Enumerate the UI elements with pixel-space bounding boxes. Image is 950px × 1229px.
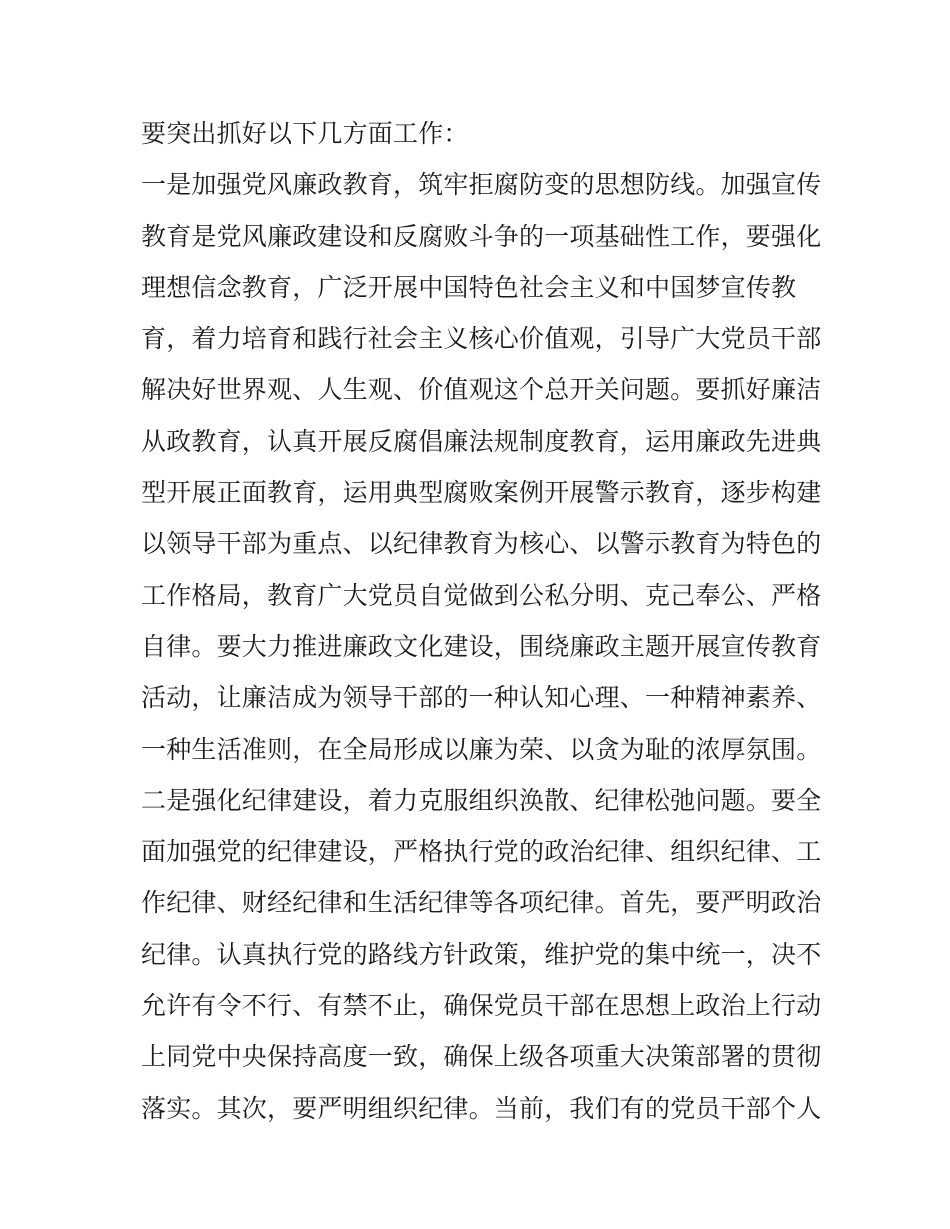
text-line: 从政教育，认真开展反腐倡廉法规制度教育，运用廉政先进典 <box>141 426 822 456</box>
text-line: 解决好世界观、人生观、价值观这个总开关问题。要抓好廉洁 <box>141 375 822 405</box>
text-line: 一是加强党风廉政教育，筑牢拒腐防变的思想防线。加强宣传 <box>141 170 822 200</box>
text-line: 型开展正面教育，运用典型腐败案例开展警示教育，逐步构建 <box>141 478 822 508</box>
text-line: 上同党中央保持高度一致，确保上级各项重大决策部署的贯彻 <box>141 1042 822 1072</box>
text-line: 工作格局，教育广大党员自觉做到公私分明、克己奉公、严格 <box>141 580 822 610</box>
text-line: 落实。其次，要严明组织纪律。当前，我们有的党员干部个人 <box>141 1093 822 1123</box>
text-line: 育，着力培育和践行社会主义核心价值观，引导广大党员干部 <box>141 324 822 354</box>
text-line: 面加强党的纪律建设，严格执行党的政治纪律、组织纪律、工 <box>141 837 822 867</box>
text-line: 作纪律、财经纪律和生活纪律等各项纪律。首先，要严明政治 <box>141 888 822 918</box>
body-text <box>141 108 821 1134</box>
text-line: 以领导干部为重点、以纪律教育为核心、以警示教育为特色的 <box>141 529 822 559</box>
text-line: 一种生活准则，在全局形成以廉为荣、以贪为耻的浓厚氛围。 <box>141 734 822 764</box>
text-line: 允许有令不行、有禁不止，确保党员干部在思想上政治上行动 <box>141 991 822 1021</box>
text-line: 活动，让廉洁成为领导干部的一种认知心理、一种精神素养、 <box>141 683 822 713</box>
text-line: 要突出抓好以下几方面工作： <box>141 119 469 148</box>
text-line: 教育是党风廉政建设和反腐败斗争的一项基础性工作，要强化 <box>141 221 822 251</box>
text-line: 理想信念教育，广泛开展中国特色社会主义和中国梦宣传教 <box>141 272 797 302</box>
text-line: 纪律。认真执行党的路线方针政策，维护党的集中统一，决不 <box>141 939 822 969</box>
text-line: 二是强化纪律建设，着力克服组织涣散、纪律松弛问题。要全 <box>141 785 822 815</box>
text-line: 自律。要大力推进廉政文化建设，围绕廉政主题开展宣传教育 <box>141 631 822 661</box>
